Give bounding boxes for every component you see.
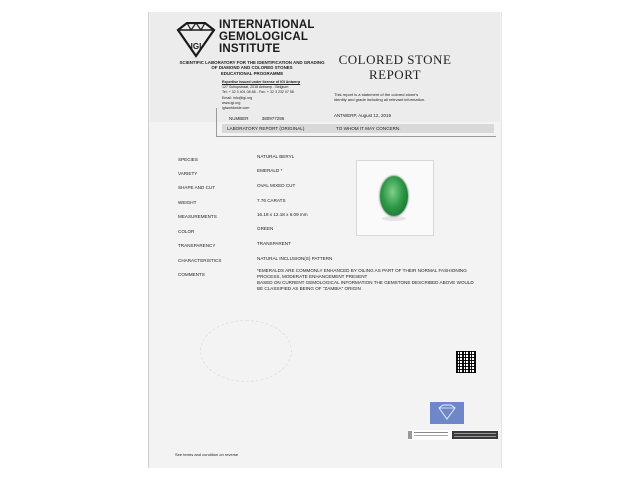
to-whom-text: TO WHOM IT MAY CONCERN. [336, 126, 401, 131]
email-text: Email: info@igi.org [222, 95, 253, 100]
web-text: www.igi.org [222, 100, 241, 105]
license-text: Expertise issued under license of IGI Antwerp [222, 80, 301, 84]
statement-line-2: identity and grade including all relevant information. [334, 97, 426, 102]
tagline-line-2: OF DIAMOND AND COLORED STONES [211, 65, 293, 71]
comment-line-2: PROCESS, MODERATE ENHANCEMENT PRESENT [257, 274, 368, 279]
hologram-strip-icon [408, 430, 498, 440]
field-label-measurements: MEASUREMENTS [178, 214, 217, 219]
diamond-logo-icon [175, 22, 217, 60]
field-value-variety: EMERALD * [257, 168, 283, 173]
phone-text: Tel: + 32 3 401 08 88 - Fax: + 32 3 232 07 58 [222, 90, 294, 95]
report-title-line-2: REPORT [368, 67, 422, 82]
field-value-shape: OVAL MIXED CUT [257, 183, 296, 188]
web-text-2: igiworldwide.com [222, 106, 250, 111]
field-label-species: SPECIES [178, 157, 198, 162]
comment-line-4: BE CLASSIFIED AS BEING OF "ZAMBIA" ORIGIN [257, 286, 361, 291]
qr-code-icon [456, 351, 476, 373]
report-number: 380977296 [261, 116, 285, 121]
field-label-comments: COMMENTS [178, 272, 205, 277]
divider-horizontal [216, 136, 496, 137]
divider-vertical [216, 108, 217, 136]
tagline-line-3: EDUCATIONAL PROGRAMME [220, 70, 284, 76]
svg-text:IGI: IGI [190, 42, 202, 51]
comment-line-1: *EMERALDS ARE COMMONLY ENHANCED BY OILING AS PART OF THEIR NORMAL FASHIONING [257, 268, 467, 273]
field-value-characteristics: NATURAL INCLUSION(S) PATTERN [257, 256, 333, 261]
tagline-line-1: SCIENTIFIC LABORATORY FOR THE IDENTIFICATION AND GRADING [179, 60, 325, 65]
report-number-row [229, 116, 284, 121]
field-value-species: NATURAL BERYL [257, 154, 295, 159]
field-value-measurements: 16.18 x 12.18 x 6.09 mm [257, 212, 308, 217]
organization-name [219, 19, 315, 55]
report-title-line-1: COLORED STONE [338, 52, 452, 67]
field-label-variety: VARIETY [178, 171, 198, 176]
field-value-weight: 7.76 CARATS [257, 198, 286, 203]
org-line-2: GEMOLOGICAL [219, 31, 309, 43]
gem-shadow [382, 216, 406, 221]
comment-line-3: BASED ON CURRENT GEMOLOGICAL INFORMATION THE GEMSTONE DESCRIBED ABOVE WOULD [257, 280, 474, 285]
field-label-color: COLOR [178, 229, 195, 234]
embossed-stamp [200, 320, 292, 382]
field-label-weight: WEIGHT [178, 200, 197, 205]
tagline [172, 60, 332, 76]
address-text: 127 Schupstraat, 2018 Antwerp - Belgium [222, 85, 289, 90]
statement-line-1: This report is a statement of the colored stone's [334, 92, 419, 97]
report-statement [334, 92, 464, 102]
field-label-shape: SHAPE AND CUT [178, 185, 216, 190]
field-value-transparency: TRANSPARENT [257, 241, 291, 246]
gem-photo [380, 176, 408, 216]
org-line-1: INTERNATIONAL [219, 19, 315, 31]
org-line-3: INSTITUTE [219, 43, 281, 55]
lab-report-label: LABORATORY REPORT (ORIGINAL) [227, 126, 305, 131]
report-title [330, 52, 460, 82]
contact-block [222, 80, 312, 111]
number-label: NUMBER [229, 116, 249, 121]
location-date: ANTWERP, August 12, 2019 [334, 113, 391, 118]
field-value-color: GREEN [257, 226, 274, 231]
field-label-transparency: TRANSPARENCY [178, 243, 216, 248]
field-label-characteristics: CHARACTERISTICS [178, 258, 222, 263]
terms-footer: See terms and condition on reverse [175, 452, 239, 457]
security-seal-icon [430, 402, 464, 424]
comments-text [257, 268, 497, 292]
